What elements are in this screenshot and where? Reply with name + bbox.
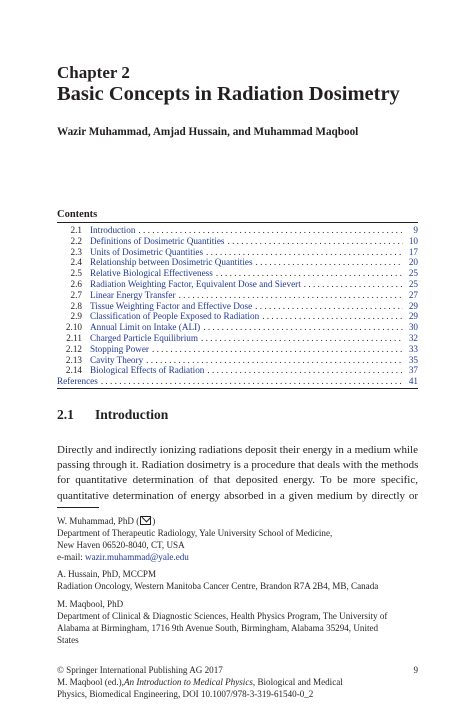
toc-entry-title[interactable]: Classification of People Exposed to Radiation bbox=[90, 311, 260, 322]
toc-entry[interactable] bbox=[57, 225, 418, 236]
author1-name: W. Muhammad, PhD ( bbox=[57, 516, 140, 526]
toc-leader-dots bbox=[203, 322, 403, 333]
contents-bottom-rule bbox=[57, 388, 418, 389]
toc-entry-page[interactable]: 35 bbox=[408, 354, 418, 365]
toc-entry[interactable] bbox=[57, 311, 418, 322]
toc-entry-title[interactable]: Biological Effects of Radiation bbox=[90, 365, 205, 376]
body-line: passing through it. Radiation dosimetry is a procedure that deals with the methods bbox=[57, 459, 419, 472]
toc-entry[interactable] bbox=[57, 355, 418, 366]
toc-leader-dots bbox=[255, 301, 403, 312]
toc-entry[interactable] bbox=[57, 268, 418, 279]
toc-entry-page[interactable]: 17 bbox=[408, 246, 418, 257]
toc-entry-number: 2.13 bbox=[65, 354, 82, 365]
author-note-3 bbox=[57, 598, 418, 646]
toc-entry-number: 2.14 bbox=[65, 365, 82, 376]
author1-address: New Haven 06520-8040, CT, USA bbox=[57, 540, 185, 550]
toc-entry[interactable] bbox=[57, 344, 418, 355]
toc-entry[interactable] bbox=[57, 279, 418, 290]
toc-entry-number: 2.6 bbox=[70, 278, 82, 289]
toc-entry-title[interactable]: Definitions of Dosimetric Quantities bbox=[90, 235, 225, 246]
toc-entry-title[interactable]: Tissue Weighting Factor and Effective Dose bbox=[90, 300, 253, 311]
toc-leader-dots bbox=[152, 344, 403, 355]
toc-entry-page[interactable]: 20 bbox=[408, 257, 418, 268]
author1-email-link[interactable]: wazir.muhammad@yale.edu bbox=[85, 552, 189, 562]
toc-entry-page[interactable]: 29 bbox=[408, 300, 418, 311]
toc-entry[interactable] bbox=[57, 301, 418, 312]
toc-entry[interactable] bbox=[57, 236, 418, 247]
toc-entry-title[interactable]: Charged Particle Equilibrium bbox=[90, 332, 199, 343]
author2-name: A. Hussain, PhD, MCCPM bbox=[57, 569, 157, 579]
toc-entry[interactable] bbox=[57, 290, 418, 301]
body-line: Directly and indirectly ionizing radiations deposit their energy in a medium while bbox=[57, 444, 418, 456]
citation-prefix: M. Maqbool (ed.), bbox=[57, 677, 124, 687]
toc-leader-dots bbox=[216, 268, 403, 279]
toc-leader-dots bbox=[304, 279, 403, 290]
toc-leader-dots bbox=[207, 365, 403, 376]
toc-references-page[interactable]: 41 bbox=[408, 376, 418, 387]
toc-entry-page[interactable]: 37 bbox=[408, 365, 418, 376]
citation-doi: Physics, Biomedical Engineering, DOI 10.1007/978-3-319-61540-0_2 bbox=[57, 689, 314, 699]
toc-entry[interactable] bbox=[57, 247, 418, 258]
toc-leader-dots bbox=[146, 355, 403, 366]
section-heading bbox=[57, 407, 168, 423]
toc-entry-page[interactable]: 25 bbox=[408, 278, 418, 289]
contents-heading: Contents bbox=[57, 209, 98, 220]
page-footer bbox=[57, 664, 418, 700]
toc-entry-page[interactable]: 32 bbox=[408, 332, 418, 343]
toc-entry-number: 2.3 bbox=[70, 246, 82, 257]
toc-entry-page[interactable]: 29 bbox=[408, 311, 418, 322]
toc-entry-number: 2.4 bbox=[70, 257, 82, 268]
toc-entry-number: 2.5 bbox=[70, 268, 82, 279]
contents-top-rule bbox=[57, 222, 418, 223]
book-title: An Introduction to Medical Physics bbox=[123, 677, 253, 687]
toc-entry-number: 2.9 bbox=[70, 311, 82, 322]
toc-leader-dots bbox=[179, 290, 403, 301]
toc-entry-number: 2.1 bbox=[70, 225, 82, 235]
chapter-title: Basic Concepts in Radiation Dosimetry bbox=[57, 83, 400, 105]
toc-entry[interactable] bbox=[57, 365, 418, 376]
toc-leader-dots bbox=[101, 376, 403, 387]
envelope-icon bbox=[140, 516, 151, 525]
author3-affiliation: Department of Clinical & Diagnostic Sciences, Health Physics Program, The University of bbox=[57, 611, 388, 621]
author1-email-label: e-mail: bbox=[57, 552, 86, 562]
footnote-rule bbox=[57, 507, 99, 508]
copyright-text: © Springer International Publishing AG 2017 bbox=[57, 665, 223, 675]
author1-affiliation: Department of Therapeutic Radiology, Yale University School of Medicine, bbox=[57, 528, 333, 538]
toc-entry-number: 2.11 bbox=[66, 332, 82, 343]
toc-leader-dots bbox=[227, 236, 403, 247]
toc-entry-title[interactable]: Linear Energy Transfer bbox=[90, 289, 176, 300]
toc-entry-number: 2.12 bbox=[65, 343, 82, 354]
toc-leader-dots bbox=[138, 225, 403, 236]
author3-country: States bbox=[57, 635, 79, 645]
author3-name: M. Maqbool, PhD bbox=[57, 599, 124, 609]
toc-leader-dots bbox=[256, 257, 403, 268]
toc-entry-title[interactable]: Introduction bbox=[90, 225, 136, 235]
toc-references-title[interactable]: References bbox=[57, 376, 98, 387]
toc-entry-title[interactable]: Stopping Power bbox=[90, 343, 149, 354]
author-note-1 bbox=[57, 515, 418, 563]
body-line: for quantitative determination of that deposited energy. To be more specific, bbox=[57, 474, 418, 487]
chapter-authors: Wazir Muhammad, Amjad Hussain, and Muhammad Maqbool bbox=[57, 126, 359, 138]
toc-entry-title[interactable]: Cavity Theory bbox=[90, 354, 144, 365]
toc-entry-page[interactable]: 25 bbox=[408, 268, 418, 279]
toc-entry-page[interactable]: 30 bbox=[408, 322, 418, 333]
toc-entry-number: 2.2 bbox=[70, 235, 82, 246]
toc-entry[interactable] bbox=[57, 322, 418, 333]
author3-address: Alabama at Birmingham, 1716 9th Avenue South, Birmingham, Alabama 35294, United bbox=[57, 623, 379, 633]
toc-entry[interactable] bbox=[57, 257, 418, 268]
toc-entry-number: 2.7 bbox=[70, 289, 82, 300]
toc-entry-title[interactable]: Units of Dosimetric Quantities bbox=[90, 246, 204, 257]
body-line: quantitative determination of energy absorbed in a given medium by directly or bbox=[57, 489, 418, 502]
toc-entry-page[interactable]: 33 bbox=[408, 343, 418, 354]
toc-entry-page[interactable]: 10 bbox=[408, 235, 418, 246]
section-title: Introduction bbox=[95, 407, 169, 422]
author1-name-end: ) bbox=[152, 516, 156, 526]
author2-affiliation: Radiation Oncology, Western Manitoba Cancer Centre, Brandon R7A 2B4, MB, Canada bbox=[57, 581, 379, 591]
toc-entry-title[interactable]: Radiation Weighting Factor, Equivalent Dose and Sievert bbox=[90, 278, 301, 289]
toc-entry-number: 2.10 bbox=[65, 322, 82, 333]
section-body bbox=[57, 443, 418, 504]
toc-references-entry[interactable] bbox=[57, 376, 418, 387]
section-number: 2.1 bbox=[57, 407, 74, 422]
page-number: 9 bbox=[413, 665, 418, 675]
toc-entry-page[interactable]: 27 bbox=[408, 289, 418, 300]
table-of-contents bbox=[57, 225, 418, 387]
toc-entry-title[interactable]: Relative Biological Effectiveness bbox=[90, 268, 213, 279]
toc-leader-dots bbox=[201, 333, 403, 344]
toc-entry-page[interactable]: 9 bbox=[413, 225, 418, 235]
toc-entry-title[interactable]: Relationship between Dosimetric Quantities bbox=[90, 257, 253, 268]
toc-entry[interactable] bbox=[57, 333, 418, 344]
toc-leader-dots bbox=[262, 311, 403, 322]
toc-entry-title[interactable]: Annual Limit on Intake (ALI) bbox=[90, 322, 201, 333]
toc-leader-dots bbox=[206, 247, 403, 258]
chapter-label: Chapter 2 bbox=[57, 63, 130, 82]
author-note-2 bbox=[57, 568, 418, 592]
citation-suffix: , Biological and Medical bbox=[252, 677, 343, 687]
toc-entry-number: 2.8 bbox=[70, 300, 82, 311]
